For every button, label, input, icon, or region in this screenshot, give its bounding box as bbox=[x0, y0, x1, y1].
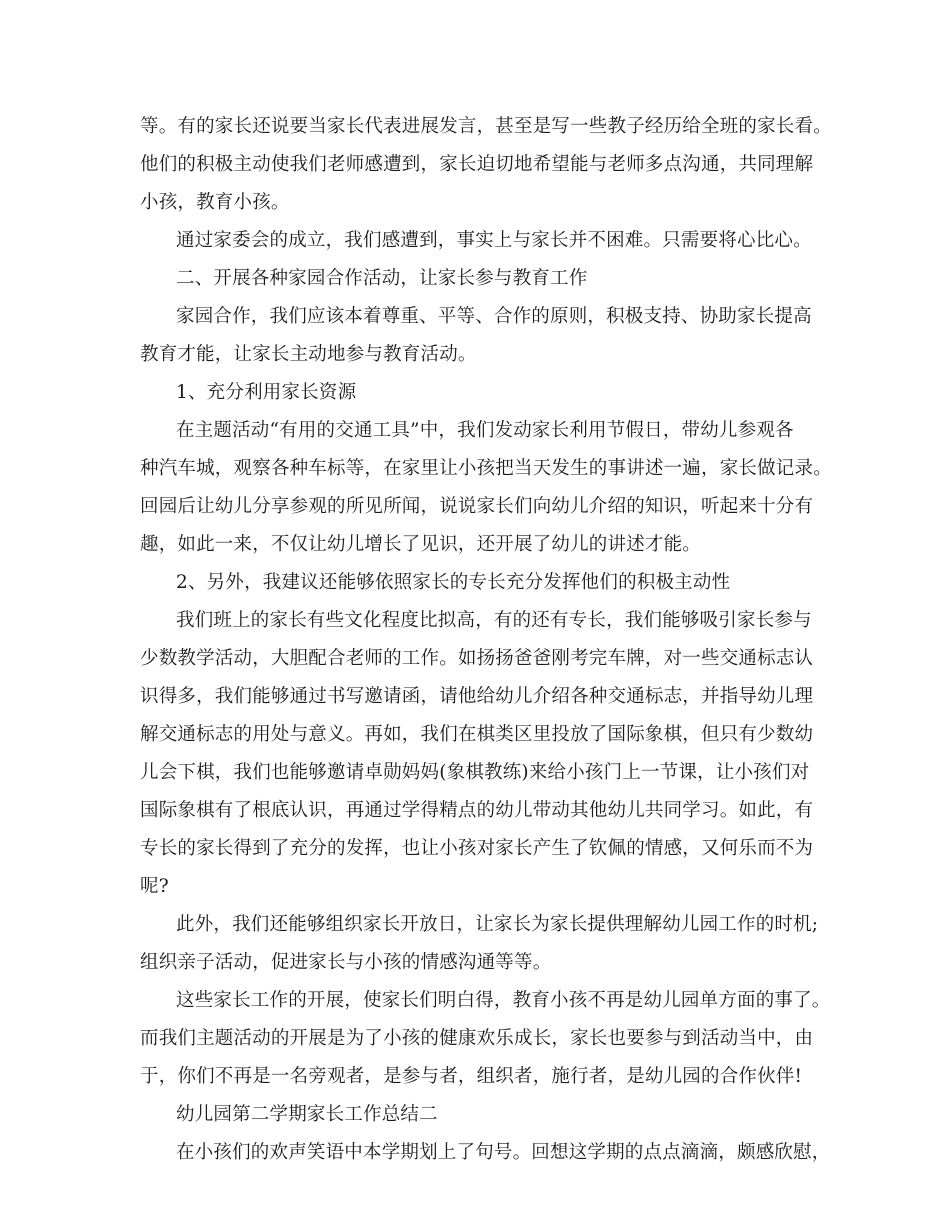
text-line: 国际象棋有了根底认识，再通过学得精点的幼儿带动其他幼儿共同学习。如此，有 bbox=[140, 800, 814, 821]
text-line: 少数教学活动，大胆配合老师的工作。如扬扬爸爸刚考完车牌，对一些交通标志认 bbox=[140, 648, 814, 669]
text-line: 在主题活动“有用的交通工具”中，我们发动家长利用节假日，带幼儿参观各 bbox=[176, 420, 794, 441]
text-line: 呢? bbox=[140, 876, 169, 897]
document-subtitle: 幼儿园第二学期家长工作总结二 bbox=[176, 1104, 438, 1125]
text-line: 识得多，我们能够通过书写邀请函，请他给幼儿介绍各种交通标志，并指导幼儿理 bbox=[140, 686, 814, 707]
text-line: 我们班上的家长有些文化程度比拟高，有的还有专长，我们能够吸引家长参与 bbox=[176, 610, 812, 631]
text-line: 小孩，教育小孩。 bbox=[140, 192, 290, 213]
text-line: 他们的积极主动使我们老师感遭到，家长迫切地希望能与老师多点沟通，共同理解 bbox=[140, 154, 814, 175]
subsection-heading: 2、另外，我建议还能够依照家长的专长充分发挥他们的积极主动性 bbox=[176, 572, 731, 593]
text-line: 而我们主题活动的开展是为了小孩的健康欢乐成长，家长也要参与到活动当中，由 bbox=[140, 1028, 814, 1049]
text-line: 种汽车城，观察各种车标等，在家里让小孩把当天发生的事讲述一遍，家长做记录。 bbox=[140, 458, 832, 479]
text-line: 等。有的家长还说要当家长代表进展发言，甚至是写一些教子经历给全班的家长看。 bbox=[140, 116, 832, 137]
section-heading: 二、开展各种家园合作活动，让家长参与教育工作 bbox=[176, 268, 588, 289]
text-line: 这些家长工作的开展，使家长们明白得，教育小孩不再是幼儿园单方面的事了。 bbox=[176, 990, 831, 1011]
subsection-heading: 1、充分利用家长资源 bbox=[176, 382, 357, 403]
text-line: 儿会下棋，我们也能够邀请卓勋妈妈(象棋教练)来给小孩门上一节课，让小孩们对 bbox=[140, 762, 810, 783]
text-line: 组织亲子活动，促进家长与小孩的情感沟通等等。 bbox=[140, 952, 552, 973]
text-line: 通过家委会的成立，我们感遭到，事实上与家长并不困难。只需要将心比心。 bbox=[176, 230, 812, 251]
text-line: 于，你们不再是一名旁观者，是参与者，组织者，施行者，是幼儿园的合作伙伴! bbox=[140, 1066, 803, 1087]
text-line: 家园合作，我们应该本着尊重、平等、合作的原则，积极支持、协助家长提高 bbox=[176, 306, 812, 327]
text-line: 趣，如此一来，不仅让幼儿增长了见识，还开展了幼儿的讲述才能。 bbox=[140, 534, 702, 555]
text-line: 解交通标志的用处与意义。再如，我们在棋类区里投放了国际象棋，但只有少数幼 bbox=[140, 724, 814, 745]
text-line: 此外，我们还能够组织家长开放日，让家长为家长提供理解幼儿园工作的时机; bbox=[176, 914, 819, 935]
text-line: 教育才能，让家长主动地参与教育活动。 bbox=[140, 344, 477, 365]
text-line: 专长的家长得到了充分的发挥，也让小孩对家长产生了钦佩的情感，又何乐而不为 bbox=[140, 838, 814, 859]
text-line: 回园后让幼儿分享参观的所见所闻，说说家长们向幼儿介绍的知识，听起来十分有 bbox=[140, 496, 814, 517]
text-line: 在小孩们的欢声笑语中本学期划上了句号。回想这学期的点点滴滴，颇感欣慰， bbox=[176, 1142, 831, 1163]
